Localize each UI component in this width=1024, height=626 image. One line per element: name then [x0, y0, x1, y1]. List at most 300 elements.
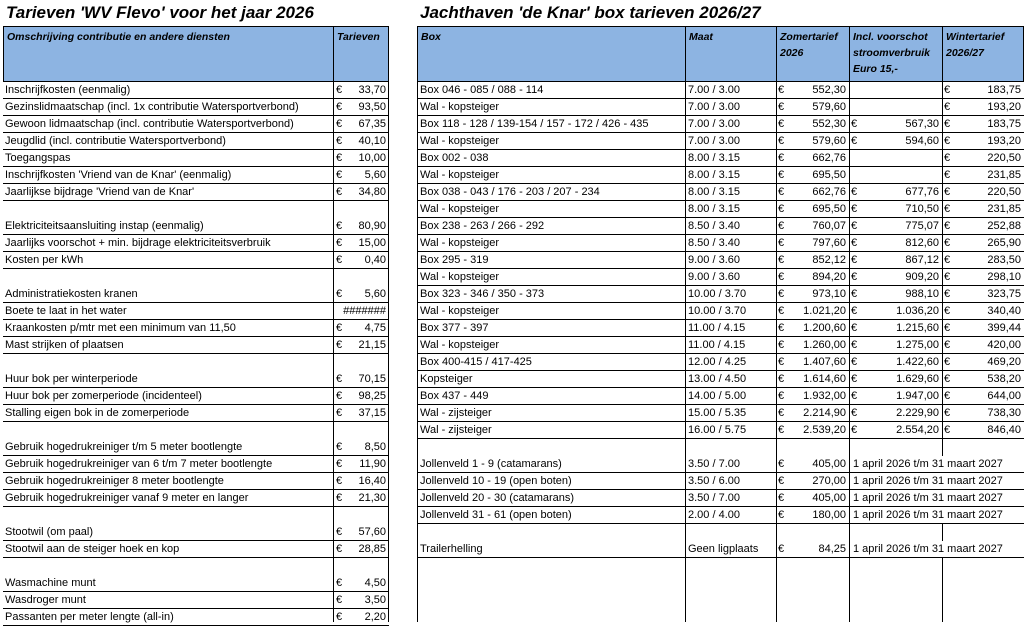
- left-table-row: [3, 507, 389, 524]
- row-maat: 8.00 / 3.15: [688, 152, 740, 164]
- currency-symbol: €: [944, 424, 951, 436]
- currency-symbol: €: [778, 271, 785, 283]
- currency-symbol: €: [778, 186, 785, 198]
- currency-symbol: €: [336, 322, 343, 334]
- right-table-row: [417, 235, 1024, 252]
- amount: 5,60: [364, 169, 386, 181]
- right-header-maat: Maat: [685, 26, 777, 82]
- amount: 1.275,00: [896, 339, 939, 351]
- amount: 193,20: [987, 101, 1021, 113]
- amount: 695,50: [812, 203, 846, 215]
- amount: 231,85: [987, 169, 1021, 181]
- row-description: Huur bok per winterperiode: [5, 373, 138, 385]
- row-box: [420, 439, 684, 455]
- row-maat: 10.00 / 3.70: [688, 305, 747, 317]
- row-maat: 7.00 / 3.00: [688, 101, 740, 113]
- row-incl-voorschot: [849, 405, 942, 421]
- amount: 180,00: [812, 509, 846, 521]
- row-zomertarief: [776, 235, 849, 251]
- amount: 775,07: [905, 220, 939, 232]
- left-table-row: [3, 167, 389, 184]
- currency-symbol: €: [944, 169, 951, 181]
- left-table-row: [3, 269, 389, 286]
- currency-symbol: €: [778, 237, 785, 249]
- row-maat: 3.50 / 7.00: [688, 492, 740, 504]
- row-description: Wasmachine munt: [5, 577, 96, 589]
- row-box: Trailerhelling: [420, 543, 483, 555]
- incl-line-3: Euro 15,-: [853, 63, 898, 75]
- currency-symbol: €: [336, 152, 343, 164]
- amount: 265,90: [987, 237, 1021, 249]
- currency-symbol: €: [778, 390, 785, 402]
- row-description: Administratiekosten kranen: [5, 288, 138, 300]
- currency-symbol: €: [336, 390, 343, 402]
- currency-symbol: €: [944, 339, 951, 351]
- row-maat: [688, 439, 777, 455]
- amount: 0,40: [364, 254, 386, 266]
- amount: 21,15: [358, 339, 386, 351]
- row-wintertarief: [942, 150, 1024, 166]
- row-zomertarief: [776, 405, 849, 421]
- amount: 420,00: [987, 339, 1021, 351]
- row-wintertarief: [942, 575, 1024, 591]
- row-box: [420, 609, 684, 625]
- amount: 270,00: [812, 475, 846, 487]
- left-table-row: [3, 303, 389, 320]
- row-incl-voorschot: [849, 371, 942, 387]
- currency-symbol: €: [778, 322, 785, 334]
- currency-symbol: €: [778, 152, 785, 164]
- currency-symbol: €: [944, 322, 951, 334]
- row-wintertarief: [942, 269, 1024, 285]
- currency-symbol: €: [778, 475, 785, 487]
- row-maat: 8.00 / 3.15: [688, 186, 740, 198]
- currency-symbol: €: [778, 220, 785, 232]
- amount: 4,75: [364, 322, 386, 334]
- currency-symbol: €: [944, 305, 951, 317]
- amount: 340,40: [987, 305, 1021, 317]
- row-wintertarief: [942, 337, 1024, 353]
- row-price: [334, 167, 389, 183]
- amount: 1.215,60: [896, 322, 939, 334]
- row-maat: 15.00 / 5.35: [688, 407, 747, 419]
- amount: 1.021,20: [803, 305, 846, 317]
- row-maat: 9.00 / 3.60: [688, 254, 740, 266]
- row-zomertarief: [776, 456, 849, 472]
- row-box: Wal - kopsteiger: [420, 271, 500, 283]
- row-price: [334, 371, 389, 387]
- row-zomertarief: [776, 218, 849, 234]
- row-incl-voorschot: [849, 592, 942, 608]
- row-box: Box 437 - 449: [420, 390, 489, 402]
- left-table-row: [3, 371, 389, 388]
- currency-symbol: €: [778, 84, 785, 96]
- row-box: [420, 592, 684, 608]
- right-table-row: [417, 558, 1024, 575]
- right-table-row: [417, 269, 1024, 286]
- row-maat: 16.00 / 5.75: [688, 424, 747, 436]
- row-incl-voorschot: [849, 388, 942, 404]
- left-table-row: [3, 116, 389, 133]
- row-zomertarief: [776, 558, 849, 574]
- left-table-row: [3, 150, 389, 167]
- right-table-row: [417, 439, 1024, 456]
- row-wintertarief: [942, 116, 1024, 132]
- amount: 84,25: [818, 543, 846, 555]
- currency-symbol: €: [944, 390, 951, 402]
- row-box: Jollenveld 1 - 9 (catamarans): [420, 458, 562, 470]
- right-header-zomertarief: [776, 26, 850, 82]
- amount: 16,40: [358, 475, 386, 487]
- currency-symbol: €: [778, 356, 785, 368]
- amount: 1.260,00: [803, 339, 846, 351]
- amount: 1.200,60: [803, 322, 846, 334]
- row-zomertarief: [776, 473, 849, 489]
- row-description: Stalling eigen bok in de zomerperiode: [5, 407, 190, 419]
- row-description: Wasdroger munt: [5, 594, 86, 606]
- currency-symbol: €: [336, 186, 343, 198]
- row-zomertarief: [776, 371, 849, 387]
- row-box: Box 038 - 043 / 176 - 203 / 207 - 234: [420, 186, 600, 198]
- left-table-row: [3, 405, 389, 422]
- row-price: [334, 405, 389, 421]
- row-incl-voorschot: [849, 269, 942, 285]
- row-box: [420, 575, 684, 591]
- winter-line-1: Wintertarief: [946, 31, 1005, 43]
- amount: 8,50: [364, 441, 386, 453]
- row-incl-voorschot: [849, 167, 942, 183]
- row-box: Box 238 - 263 / 266 - 292: [420, 220, 545, 232]
- currency-symbol: €: [944, 288, 951, 300]
- left-table-row: [3, 609, 389, 626]
- right-table-row: [417, 99, 1024, 116]
- row-wintertarief: [942, 201, 1024, 217]
- row-price: [334, 609, 389, 625]
- row-price: [334, 320, 389, 336]
- row-description: [5, 507, 333, 523]
- right-table-row: [417, 507, 1024, 524]
- amount: 405,00: [812, 458, 846, 470]
- row-description: Kraankosten p/mtr met een minimum van 11,50: [5, 322, 236, 334]
- row-box: Kopsteiger: [420, 373, 473, 385]
- row-wintertarief: [942, 286, 1024, 302]
- row-incl-voorschot: [849, 286, 942, 302]
- left-table-row: [3, 99, 389, 116]
- currency-symbol: €: [336, 339, 343, 351]
- amount: 10,00: [358, 152, 386, 164]
- row-incl-voorschot: [849, 303, 942, 319]
- row-price: [334, 184, 389, 200]
- currency-symbol: €: [336, 84, 343, 96]
- row-zomertarief: [776, 320, 849, 336]
- row-box: Box 323 - 346 / 350 - 373: [420, 288, 545, 300]
- amount: 1.614,60: [803, 373, 846, 385]
- currency-symbol: €: [944, 271, 951, 283]
- amount: 852,12: [812, 254, 846, 266]
- currency-symbol: €: [778, 407, 785, 419]
- left-table-row: [3, 184, 389, 201]
- row-incl-voorschot: [849, 609, 942, 625]
- row-incl-voorschot: [849, 575, 942, 591]
- row-box: Wal - kopsteiger: [420, 237, 500, 249]
- currency-symbol: €: [778, 305, 785, 317]
- row-description: Jaarlijkse bijdrage 'Vriend van de Knar': [5, 186, 195, 198]
- row-wintertarief: [942, 252, 1024, 268]
- currency-symbol: €: [778, 543, 785, 555]
- right-table-row: [417, 405, 1024, 422]
- amount: 677,76: [905, 186, 939, 198]
- amount: 988,10: [905, 288, 939, 300]
- currency-symbol: €: [851, 203, 858, 215]
- amount: 2,20: [364, 611, 386, 623]
- row-box: [420, 558, 684, 574]
- right-table-row: [417, 286, 1024, 303]
- zomer-line-2: 2026: [780, 47, 804, 59]
- currency-symbol: €: [944, 135, 951, 147]
- currency-symbol: €: [336, 611, 343, 623]
- row-maat: Geen ligplaats: [688, 543, 759, 555]
- amount: 399,44: [987, 322, 1021, 334]
- left-table-row: [3, 473, 389, 490]
- row-zomertarief: [776, 354, 849, 370]
- row-zomertarief: [776, 575, 849, 591]
- row-maat: 13.00 / 4.50: [688, 373, 747, 385]
- left-table-row: [3, 388, 389, 405]
- row-price: [334, 252, 389, 268]
- amount: 11,90: [359, 458, 386, 470]
- currency-symbol: €: [944, 84, 951, 96]
- row-maat: 11.00 / 4.15: [688, 339, 746, 351]
- row-maat: 7.00 / 3.00: [688, 84, 740, 96]
- row-maat: 8.50 / 3.40: [688, 220, 740, 232]
- amount: 867,12: [905, 254, 939, 266]
- currency-symbol: €: [336, 220, 343, 232]
- row-wintertarief: [942, 439, 1024, 455]
- row-wintertarief: [942, 82, 1024, 98]
- row-price: [334, 456, 389, 472]
- amount: 80,90: [358, 220, 386, 232]
- amount: 98,25: [358, 390, 386, 402]
- amount: 183,75: [987, 118, 1021, 130]
- amount: 220,50: [987, 186, 1021, 198]
- left-header-description: Omschrijving contributie en andere diensten: [3, 26, 334, 82]
- amount: 298,10: [987, 271, 1021, 283]
- row-wintertarief: [942, 609, 1024, 625]
- row-wintertarief: [942, 218, 1024, 234]
- amount: 2.229,90: [896, 407, 939, 419]
- currency-symbol: €: [336, 101, 343, 113]
- row-maat: 8.00 / 3.15: [688, 169, 740, 181]
- amount: 738,30: [987, 407, 1021, 419]
- row-description: Stootwil aan de steiger hoek en kop: [5, 543, 180, 555]
- currency-symbol: €: [944, 203, 951, 215]
- row-incl-voorschot: [849, 558, 942, 574]
- left-table-row: [3, 201, 389, 218]
- row-wintertarief: [942, 524, 1024, 540]
- row-incl-voorschot: [849, 422, 942, 438]
- incl-line-2: stroomverbruik: [853, 47, 931, 59]
- row-description: [5, 558, 333, 574]
- row-box: Jollenveld 31 - 61 (open boten): [420, 509, 572, 521]
- row-incl-voorschot: [849, 150, 942, 166]
- row-zomertarief: [776, 150, 849, 166]
- amount: 283,50: [987, 254, 1021, 266]
- amount: 1.947,00: [896, 390, 939, 402]
- currency-symbol: €: [336, 543, 343, 555]
- row-description: Inschrijfkosten (eenmalig): [5, 84, 131, 96]
- row-price: [334, 524, 389, 540]
- left-table-row: [3, 235, 389, 252]
- currency-symbol: €: [851, 407, 858, 419]
- row-incl-voorschot: [849, 82, 942, 98]
- row-box: Box 400-415 / 417-425: [420, 356, 532, 368]
- row-zomertarief: [776, 286, 849, 302]
- currency-symbol: €: [851, 356, 858, 368]
- left-table-row: [3, 575, 389, 592]
- row-period: 1 april 2026 t/m 31 maart 2027: [853, 490, 1024, 506]
- row-maat: 11.00 / 4.15: [688, 322, 746, 334]
- amount: 710,50: [905, 203, 939, 215]
- row-box: Box 118 - 128 / 139-154 / 157 - 172 / 426 - 435: [420, 118, 649, 130]
- row-price: [334, 99, 389, 115]
- right-table-row: [417, 201, 1024, 218]
- row-incl-voorschot: [849, 524, 942, 540]
- row-description: [5, 354, 333, 370]
- row-maat: [688, 524, 777, 540]
- amount: 21,30: [358, 492, 386, 504]
- amount: 552,30: [812, 118, 846, 130]
- currency-symbol: €: [851, 118, 858, 130]
- currency-symbol: €: [851, 424, 858, 436]
- row-zomertarief: [776, 99, 849, 115]
- amount: 67,35: [358, 118, 386, 130]
- amount: 193,20: [987, 135, 1021, 147]
- row-description: Kosten per kWh: [5, 254, 84, 266]
- winter-line-2: 2026/27: [946, 47, 984, 59]
- amount: 2.214,90: [803, 407, 846, 419]
- row-description: Elektriciteitsaansluiting instap (eenmalig): [5, 220, 204, 232]
- currency-symbol: €: [336, 441, 343, 453]
- currency-symbol: €: [336, 475, 343, 487]
- row-price: [334, 354, 389, 370]
- currency-symbol: €: [851, 220, 858, 232]
- row-zomertarief: [776, 541, 849, 557]
- right-table-row: [417, 541, 1024, 558]
- row-description: Inschrijfkosten 'Vriend van de Knar' (eenmalig): [5, 169, 232, 181]
- row-price: [334, 201, 389, 217]
- row-box: Wal - zijsteiger: [420, 407, 492, 419]
- left-table-row: [3, 252, 389, 269]
- currency-symbol: €: [778, 203, 785, 215]
- amount: 662,76: [812, 186, 846, 198]
- amount: 469,20: [987, 356, 1021, 368]
- right-header-box: Box: [417, 26, 686, 82]
- row-zomertarief: [776, 269, 849, 285]
- currency-symbol: €: [778, 254, 785, 266]
- row-incl-voorschot: [849, 439, 942, 455]
- row-maat: 3.50 / 6.00: [688, 475, 740, 487]
- currency-symbol: €: [778, 424, 785, 436]
- amount: 1.036,20: [896, 305, 939, 317]
- row-description: Gewoon lidmaatschap (incl. contributie Watersportverbond): [5, 118, 294, 130]
- row-maat: [688, 609, 777, 625]
- amount: 579,60: [812, 101, 846, 113]
- amount: 3,50: [364, 594, 386, 606]
- row-maat: 9.00 / 3.60: [688, 271, 740, 283]
- currency-symbol: €: [944, 373, 951, 385]
- row-zomertarief: [776, 133, 849, 149]
- row-incl-voorschot: [849, 116, 942, 132]
- currency-symbol: €: [778, 135, 785, 147]
- currency-symbol: €: [851, 390, 858, 402]
- currency-symbol: €: [778, 101, 785, 113]
- row-price: [334, 235, 389, 251]
- amount: 538,20: [987, 373, 1021, 385]
- right-header-wintertarief: [942, 26, 1024, 82]
- row-box: Wal - kopsteiger: [420, 135, 500, 147]
- currency-symbol: €: [336, 407, 343, 419]
- currency-symbol: €: [944, 186, 951, 198]
- right-table-row: [417, 116, 1024, 133]
- amount: 1.422,60: [896, 356, 939, 368]
- row-incl-voorschot: [849, 337, 942, 353]
- row-box: Box 377 - 397: [420, 322, 489, 334]
- row-zomertarief: [776, 201, 849, 217]
- row-wintertarief: [942, 371, 1024, 387]
- row-zomertarief: [776, 490, 849, 506]
- row-zomertarief: [776, 82, 849, 98]
- row-description: Stootwil (om paal): [5, 526, 94, 538]
- amount: 812,60: [905, 237, 939, 249]
- row-description: Gebruik hogedrukreiniger t/m 5 meter bootlengte: [5, 441, 243, 453]
- row-wintertarief: [942, 99, 1024, 115]
- row-price: [334, 150, 389, 166]
- currency-symbol: €: [944, 118, 951, 130]
- currency-symbol: €: [336, 288, 343, 300]
- row-price: [334, 303, 389, 319]
- amount: 34,80: [358, 186, 386, 198]
- row-incl-voorschot: [849, 235, 942, 251]
- amount: 4,50: [364, 577, 386, 589]
- amount: 70,15: [358, 373, 386, 385]
- amount: 760,07: [812, 220, 846, 232]
- row-incl-voorschot: [849, 320, 942, 336]
- row-price: [334, 490, 389, 506]
- row-description: Gezinslidmaatschap (incl. 1x contributie Watersportverbond): [5, 101, 299, 113]
- row-price: [334, 133, 389, 149]
- row-zomertarief: [776, 388, 849, 404]
- row-zomertarief: [776, 303, 849, 319]
- right-header-incl-voorschot: [849, 26, 943, 82]
- row-description: Huur bok per zomerperiode (incidenteel): [5, 390, 202, 402]
- currency-symbol: €: [944, 356, 951, 368]
- currency-symbol: €: [778, 118, 785, 130]
- left-table-row: [3, 354, 389, 371]
- row-wintertarief: [942, 167, 1024, 183]
- row-zomertarief: [776, 337, 849, 353]
- row-box: Wal - kopsteiger: [420, 339, 500, 351]
- row-maat: 7.00 / 3.00: [688, 118, 740, 130]
- amount: 594,60: [905, 135, 939, 147]
- row-maat: [688, 558, 777, 574]
- left-title: Tarieven 'WV Flevo' voor het jaar 2026: [6, 3, 314, 22]
- right-title: Jachthaven 'de Knar' box tarieven 2026/27: [420, 3, 761, 22]
- amount: 37,15: [358, 407, 386, 419]
- left-table-row: [3, 524, 389, 541]
- left-table-row: [3, 422, 389, 439]
- amount: 323,75: [987, 288, 1021, 300]
- left-table-row: [3, 439, 389, 456]
